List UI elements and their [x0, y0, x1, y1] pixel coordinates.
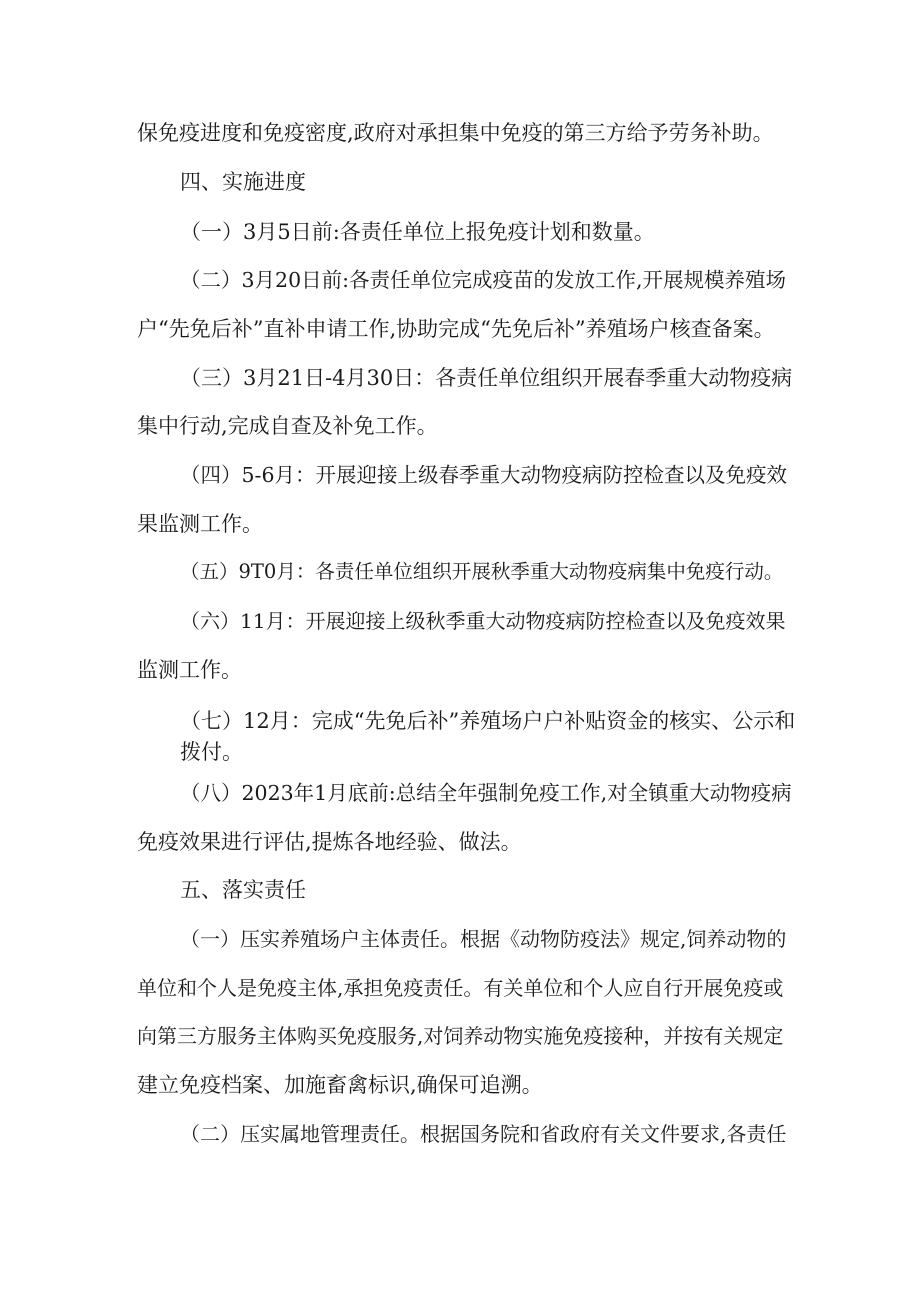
paragraph-line: 保免疫进度和免疫密度,政府对承担集中免疫的第三方给予劳务补助。: [137, 121, 774, 145]
paragraph-line: 集中行动,完成自查及补免工作。: [137, 414, 438, 438]
paragraph-line: 拨付。: [180, 740, 243, 764]
paragraph-line: 监测工作。: [137, 658, 242, 682]
paragraph-line: 向第三方服务主体购买免疫服务,对饲养动物实施免疫接种，并按有关规定: [137, 1024, 784, 1048]
paragraph-line: （三）3月21日-4月30日：各责任单位组织开展春季重大动物疫病: [180, 366, 793, 390]
paragraph-line: （一）压实养殖场户主体责任。根据《动物防疫法》规定,饲养动物的: [180, 927, 787, 951]
paragraph-line: （一）3月5日前:各责任单位上报免疫计划和数量。: [180, 220, 655, 244]
paragraph-line: （二）3月20日前:各责任单位完成疫苗的发放工作,开展规模养殖场: [180, 268, 787, 292]
paragraph-line: （七）12月：完成“先免后补”养殖场户户补贴资金的核实、公示和: [180, 709, 796, 733]
paragraph-line: （八）2023年1月底前:总结全年强制免疫工作,对全镇重大动物疫病: [180, 781, 792, 805]
section-heading: 五、落实责任: [180, 878, 306, 902]
paragraph-line: 果监测工作。: [137, 512, 263, 536]
paragraph-line: 户“先免后补”直补申请工作,协助完成“先免后补”养殖场户核查备案。: [137, 317, 775, 341]
paragraph-line: 免疫效果进行评估,提炼各地经验、做法。: [137, 830, 522, 854]
paragraph-line: 单位和个人是免疫主体,承担免疫责任。有关单位和个人应自行开展免疫或: [137, 976, 784, 1000]
paragraph-line: 建立免疫档案、加施畜禽标识,确保可追溯。: [137, 1073, 543, 1097]
paragraph-line: （六）11月：开展迎接上级秋季重大动物疫病防控检查以及免疫效果: [180, 609, 786, 633]
paragraph-line: （二）压实属地管理责任。根据国务院和省政府有关文件要求,各责任: [180, 1122, 787, 1146]
paragraph-line: （四）5-6月：开展迎接上级春季重大动物疫病防控检查以及免疫效: [180, 463, 788, 487]
paragraph-line: （五）9T0月：各责任单位组织开展秋季重大动物疫病集中免疫行动。: [180, 560, 784, 583]
section-heading: 四、实施进度: [180, 170, 306, 194]
